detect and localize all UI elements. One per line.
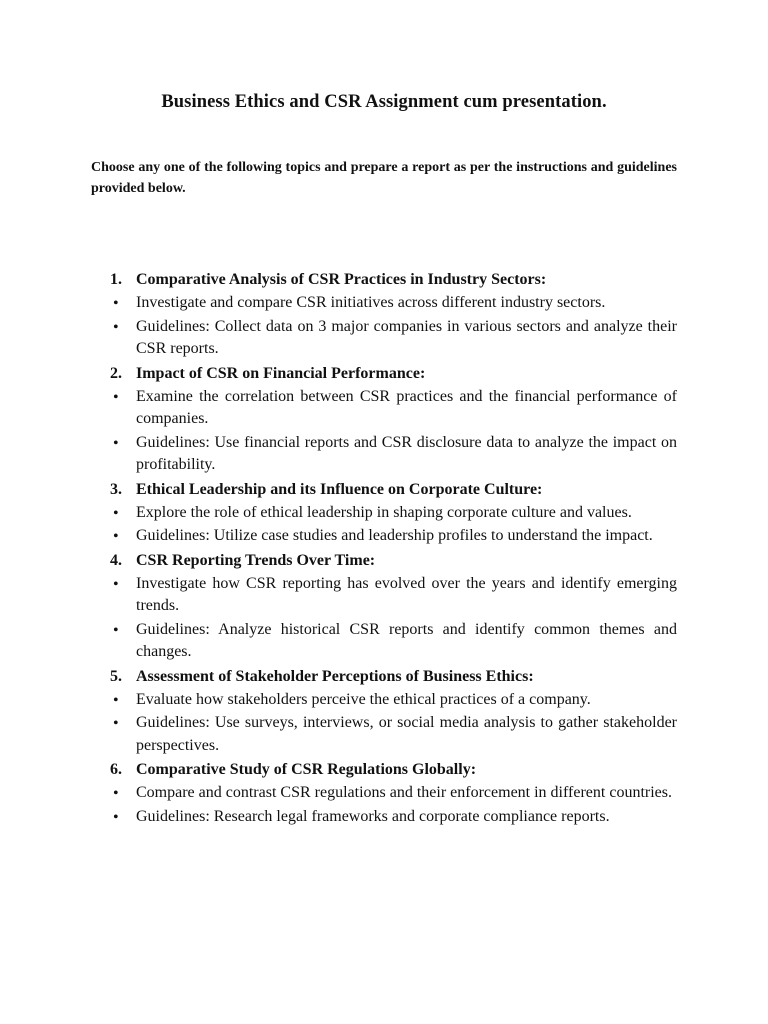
bullet-item xyxy=(0,782,768,805)
topic-title: Ethical Leadership and its Influence on Corporate Culture: xyxy=(136,480,543,498)
bullet-item xyxy=(0,689,768,712)
topics-list xyxy=(0,268,768,829)
topic-number: 3. xyxy=(110,480,122,498)
bullet-icon: • xyxy=(113,528,119,545)
topic-title: Comparative Study of CSR Regulations Globally: xyxy=(136,761,477,778)
bullet-text: Examine the correlation between CSR practices and the financial performance of companies. xyxy=(136,387,677,427)
topic-2 xyxy=(0,362,768,477)
bullet-icon: • xyxy=(113,388,119,406)
bullet-item xyxy=(0,573,768,618)
bullet-icon: • xyxy=(113,434,119,452)
bullet-item xyxy=(0,386,768,431)
bullet-item xyxy=(0,712,768,757)
bullet-item xyxy=(0,316,768,361)
bullet-icon: • xyxy=(113,785,119,802)
topic-title: Comparative Analysis of CSR Practices in Industry Sectors: xyxy=(136,271,547,288)
topic-title: Impact of CSR on Financial Performance: xyxy=(136,364,426,382)
document-title: Business Ethics and CSR Assignment cum presentation. xyxy=(161,92,607,112)
bullet-text: Compare and contrast CSR regulations and their enforcement in different countries. xyxy=(136,784,672,801)
bullet-icon: • xyxy=(113,808,119,826)
intro-paragraph: Choose any one of the following topics and prepare a report as per the instructions and guidelines provided below. xyxy=(91,160,677,196)
topic-heading xyxy=(0,758,768,781)
topic-6 xyxy=(0,758,768,828)
bullet-icon: • xyxy=(113,621,119,639)
topic-number: 5. xyxy=(110,667,122,685)
bullet-text: Guidelines: Research legal frameworks and corporate compliance reports. xyxy=(136,807,610,825)
bullet-text: Guidelines: Use financial reports and CSR disclosure data to analyze the impact on profitability. xyxy=(136,433,677,473)
topic-4 xyxy=(0,549,768,664)
bullet-icon: • xyxy=(113,295,119,312)
topic-heading xyxy=(0,478,768,501)
topic-title: Assessment of Stakeholder Perceptions of Business Ethics: xyxy=(136,667,534,685)
bullet-text: Guidelines: Utilize case studies and leadership profiles to understand the impact. xyxy=(136,527,653,544)
bullet-icon: • xyxy=(113,504,119,522)
topic-5 xyxy=(0,665,768,758)
topic-number: 6. xyxy=(110,761,122,778)
bullet-text: Evaluate how stakeholders perceive the ethical practices of a company. xyxy=(136,690,591,708)
topic-1 xyxy=(0,268,768,361)
topic-heading xyxy=(0,268,768,291)
topic-number: 1. xyxy=(110,271,122,288)
topic-3 xyxy=(0,478,768,548)
bullet-text: Guidelines: Use surveys, interviews, or social media analysis to gather stakeholder perspectives. xyxy=(136,714,677,754)
topic-number: 4. xyxy=(110,551,122,569)
bullet-icon: • xyxy=(113,575,119,593)
bullet-icon: • xyxy=(113,691,119,709)
topic-heading xyxy=(0,362,768,385)
bullet-icon: • xyxy=(113,318,119,336)
bullet-text: Explore the role of ethical leadership in shaping corporate culture and values. xyxy=(136,503,632,521)
bullet-item xyxy=(0,525,768,548)
topic-title: CSR Reporting Trends Over Time: xyxy=(136,551,376,569)
bullet-text: Guidelines: Analyze historical CSR reports and identify common themes and changes. xyxy=(136,620,677,660)
topic-heading xyxy=(0,549,768,572)
bullet-icon: • xyxy=(113,715,119,732)
bullet-text: Investigate how CSR reporting has evolved over the years and identify emerging trends. xyxy=(136,574,677,614)
bullet-item xyxy=(0,806,768,829)
bullet-item xyxy=(0,502,768,525)
bullet-item xyxy=(0,432,768,477)
topic-number: 2. xyxy=(110,364,122,382)
bullet-item xyxy=(0,619,768,664)
bullet-item xyxy=(0,292,768,315)
topic-heading xyxy=(0,665,768,688)
bullet-text: Guidelines: Collect data on 3 major companies in various sectors and analyze their CSR reports. xyxy=(136,317,677,357)
bullet-text: Investigate and compare CSR initiatives across different industry sectors. xyxy=(136,294,606,311)
